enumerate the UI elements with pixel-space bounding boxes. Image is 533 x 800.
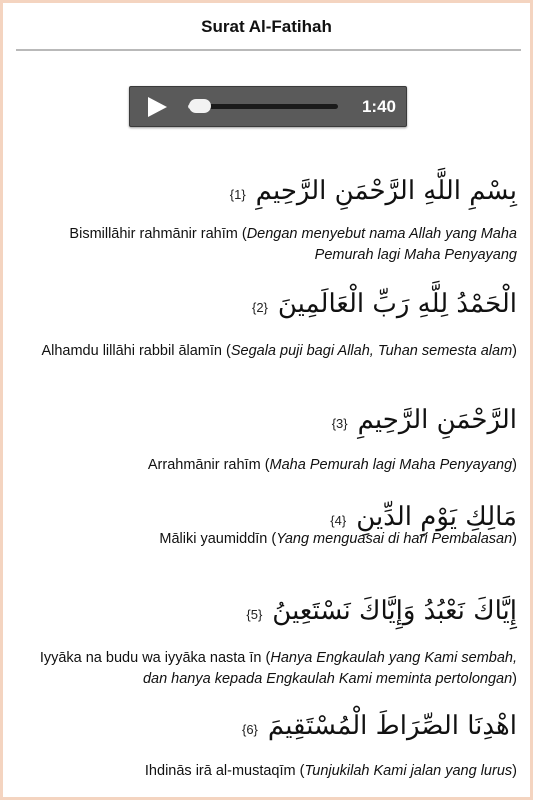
translation-meaning: Maha Pemurah lagi Maha Penyayang <box>269 457 513 473</box>
closing-paren: ) <box>512 531 517 547</box>
verse-number: {1} <box>229 187 246 202</box>
app-screen <box>3 3 530 797</box>
translation-meaning: Hanya Engkaulah yang Kami sembah, dan hanya kepada Engkaulah Kami meminta pertolongan <box>142 650 517 687</box>
transliteration: Alhamdu lillāhi rabbil ālamīn ( <box>41 343 231 359</box>
arabic-text: الْحَمْدُ لِلَّهِ رَبِّ الْعَالَمِينَ <box>277 289 517 319</box>
page-title: Surat Al-Fatihah <box>201 17 332 36</box>
verse-translation-2 <box>12 341 517 362</box>
transliteration: Ihdinās irā al-mustaqīm ( <box>144 763 305 779</box>
arabic-text: مَالِكِ يَوْمِ الدِّينِ <box>356 502 517 532</box>
transliteration: Arrahmānir rahīm ( <box>147 457 270 473</box>
transliteration: Bismillāhir rahmānir rahīm ( <box>69 226 247 242</box>
play-icon <box>146 96 168 118</box>
arabic-text: الرَّحْمَنِ الرَّحِيمِ <box>357 405 517 435</box>
verse-number: {5} <box>246 607 263 622</box>
audio-player <box>129 86 407 127</box>
verse-translation-5 <box>12 648 517 690</box>
translation-meaning: Segala puji bagi Allah, Tuhan semesta alam <box>230 343 513 359</box>
verse-number: {6} <box>241 722 258 737</box>
verse-translation-1 <box>12 224 517 266</box>
closing-paren: ) <box>512 457 517 473</box>
verse-number: {4} <box>330 513 347 528</box>
translation-meaning: Tunjukilah Kami jalan yang lurus <box>304 763 513 779</box>
verse-arabic-1 <box>230 171 517 211</box>
time-readout: 1:40 <box>361 97 396 116</box>
verse-number: {3} <box>331 416 348 431</box>
verse-translation-3 <box>12 455 517 476</box>
verse-arabic-6 <box>242 706 517 746</box>
transliteration: Māliki yaumiddīn ( <box>159 531 277 547</box>
closing-paren: ) <box>512 343 517 359</box>
title-divider <box>16 49 521 51</box>
verse-arabic-3 <box>332 400 517 440</box>
arabic-text: اهْدِنَا الصِّرَاطَ الْمُسْتَقِيمَ <box>267 711 517 741</box>
title-bar <box>3 3 530 50</box>
translation-meaning: Dengan menyebut nama Allah yang Maha Pemurah lagi Maha Penyayang <box>246 226 517 263</box>
closing-paren: ) <box>512 763 517 779</box>
closing-paren: ) <box>512 671 517 687</box>
translation-meaning: Yang menguasai di hari Pembalasan <box>276 531 513 547</box>
verse-arabic-5 <box>246 591 517 631</box>
verse-translation-4 <box>12 529 517 550</box>
seek-handle[interactable] <box>189 99 211 113</box>
transliteration: Iyyāka na budu wa iyyāka nasta īn ( <box>39 650 271 666</box>
arabic-text: إِيَّاكَ نَعْبُدُ وَإِيَّاكَ نَسْتَعِينُ <box>272 596 517 626</box>
verse-number: {2} <box>251 300 268 315</box>
arabic-text: بِسْمِ اللَّهِ الرَّحْمَنِ الرَّحِيمِ <box>255 176 517 206</box>
play-button[interactable] <box>146 96 168 118</box>
verse-translation-6 <box>12 761 517 782</box>
verse-arabic-2 <box>252 284 517 324</box>
